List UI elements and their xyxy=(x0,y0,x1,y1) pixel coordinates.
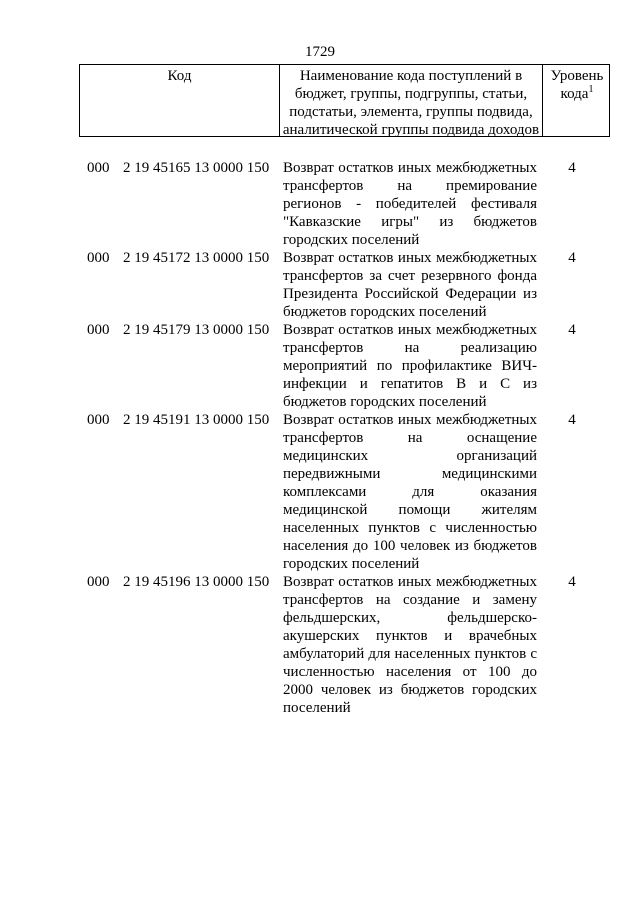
table-row xyxy=(87,321,607,411)
row-group-code: 000 xyxy=(87,322,110,338)
row-name: Возврат остатков иных межбюджетных трансфертов на оснащение медицинских организаций передвижными медицинскими комплексами для оказания медицинской помощи жителям населенных пунктов с численностью населения до 100 человек из бюджетов городских поселений xyxy=(283,412,537,572)
table-row xyxy=(87,249,607,321)
row-code: 2 19 45191 13 0000 150 xyxy=(123,412,270,428)
header-name: Наименование кода поступлений в бюджет, группы, подгруппы, статьи, подстатьи, элемента, группы подвида, аналитической группы подвида доходов xyxy=(279,65,543,136)
header-level xyxy=(543,65,611,136)
table-row xyxy=(87,159,607,249)
row-group-code: 000 xyxy=(87,412,110,428)
header-code: Код xyxy=(167,68,192,84)
row-code: 2 19 45196 13 0000 150 xyxy=(123,574,270,590)
table-row xyxy=(87,573,607,717)
row-level: 4 xyxy=(568,574,576,590)
row-code: 2 19 45172 13 0000 150 xyxy=(123,250,270,266)
row-name: Возврат остатков иных межбюджетных трансфертов за счет резервного фонда Президента Российской Федерации из бюджетов городских поселений xyxy=(283,250,537,320)
table-header xyxy=(79,64,610,137)
row-group-code: 000 xyxy=(87,250,110,266)
row-group-code: 000 xyxy=(87,574,110,590)
row-group-code: 000 xyxy=(87,160,110,176)
header-level-label: Уровень кода xyxy=(550,68,604,102)
table-body xyxy=(87,159,607,717)
row-level: 4 xyxy=(568,322,576,338)
table-row xyxy=(87,411,607,573)
page-number: 1729 xyxy=(305,44,335,60)
row-name: Возврат остатков иных межбюджетных трансфертов на создание и замену фельдшерских, фельдшерско-акушерских пунктов и врачебных амбулаторий для населенных пунктов с численностью населения от 100 до 2000 человек из бюджетов городских поселений xyxy=(283,574,537,716)
row-level: 4 xyxy=(568,160,576,176)
row-name: Возврат остатков иных межбюджетных трансфертов на реализацию мероприятий по профилактике ВИЧ-инфекции и гепатитов B и C из бюджетов городских поселений xyxy=(283,322,537,410)
row-name: Возврат остатков иных межбюджетных трансфертов на премирование регионов - победителей фестиваля "Кавказские игры" из бюджетов городских поселений xyxy=(283,160,537,248)
row-code: 2 19 45179 13 0000 150 xyxy=(123,322,270,338)
row-level: 4 xyxy=(568,250,576,266)
row-level: 4 xyxy=(568,412,576,428)
row-code: 2 19 45165 13 0000 150 xyxy=(123,160,270,176)
header-level-footnote: 1 xyxy=(588,84,594,95)
